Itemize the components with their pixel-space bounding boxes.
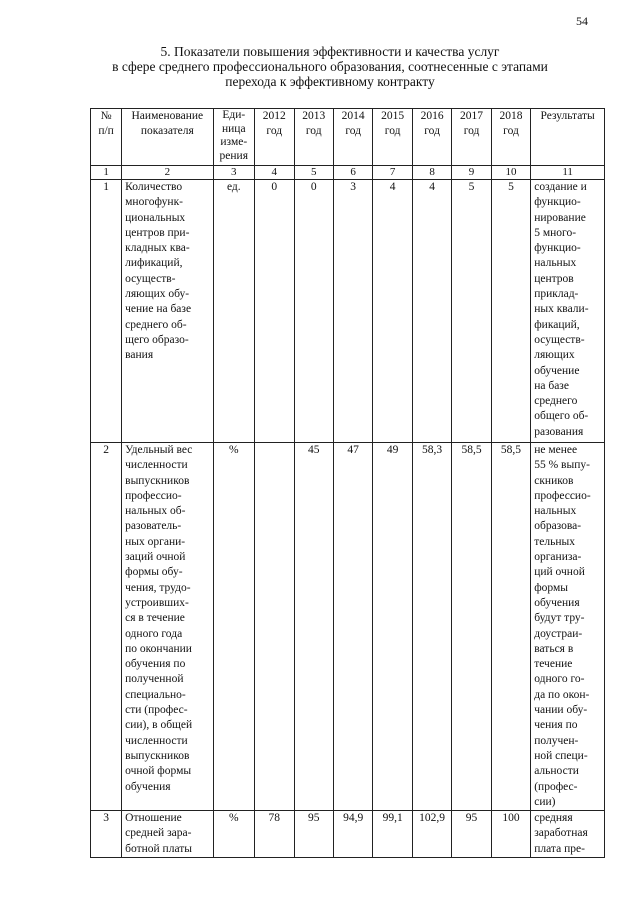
text-line: чения, трудо-	[125, 581, 191, 594]
text-line: нирование	[534, 211, 586, 224]
text-line: одного го-	[534, 673, 585, 686]
text-line: доустраи-	[534, 627, 583, 640]
text-line: плата пре-	[534, 842, 585, 855]
text-line: численности	[125, 459, 188, 472]
value-cell: 99,1	[373, 811, 412, 858]
header-results: Результаты	[531, 109, 605, 166]
text-line: будут тру-	[534, 612, 585, 625]
value-cell: 102,9	[412, 811, 451, 858]
text-line: циональных	[125, 211, 186, 224]
text-line: Количество	[125, 181, 183, 193]
text-line: вания	[125, 349, 154, 362]
header-year-2018: 2018 год	[491, 109, 530, 166]
column-number: 9	[452, 166, 491, 180]
text-line: среднего об-	[125, 318, 187, 331]
value-cell: 4	[412, 180, 451, 443]
text-line: центров при-	[125, 226, 190, 239]
text-line: формы	[534, 581, 568, 594]
text-line: среднего	[534, 395, 578, 408]
unit-cell: ед.	[213, 180, 255, 443]
text-line: Удельный вес	[125, 444, 193, 456]
text-line: организа-	[534, 551, 582, 564]
value-cell: 0	[255, 180, 294, 443]
header-name: Наименование показателя	[122, 109, 213, 166]
column-number: 2	[122, 166, 213, 180]
text-line: численности	[125, 734, 188, 747]
text-line: обучения	[534, 596, 580, 609]
value-cell: 78	[255, 811, 294, 858]
table-row	[91, 180, 605, 443]
row-number: 1	[91, 180, 122, 443]
text-line: течение	[534, 658, 573, 671]
text-line: нальных	[534, 257, 577, 270]
indicator-name	[122, 811, 213, 858]
text-line: чании обу-	[534, 704, 588, 717]
value-cell: 95	[294, 811, 333, 858]
title-line: перехода к эффективному контракту	[225, 74, 435, 89]
text-line: ной специ-	[534, 749, 588, 762]
text-line: разования	[534, 425, 584, 438]
value-cell	[255, 443, 294, 811]
column-number: 3	[213, 166, 255, 180]
title-line: 5. Показатели повышения эффективности и качества услуг	[160, 44, 500, 59]
header-unit: Еди- ница изме- рения	[213, 109, 255, 166]
text-line: кладных ква-	[125, 242, 190, 255]
value-cell: 100	[491, 811, 530, 858]
text-line: очной формы	[125, 765, 192, 778]
text-line: тельных	[534, 535, 575, 548]
text-line: Отношение	[125, 812, 182, 825]
text-line: нальных об-	[125, 505, 186, 518]
text-line: заработная	[534, 827, 588, 840]
text-line: ных органи-	[125, 535, 186, 548]
value-cell: 5	[491, 180, 530, 443]
text-line: сии), в общей	[125, 719, 193, 732]
indicator-name	[122, 443, 213, 811]
text-line: не менее	[534, 444, 578, 456]
value-cell: 5	[452, 180, 491, 443]
column-number: 1	[91, 166, 122, 180]
title-line: в сфере среднего профессионального образования, соотнесенные с этапами	[112, 59, 548, 74]
value-cell: 0	[294, 180, 333, 443]
value-cell: 95	[452, 811, 491, 858]
text-line: нальных	[534, 505, 577, 518]
column-numbers-row	[91, 166, 605, 180]
value-cell: 94,9	[333, 811, 372, 858]
column-number: 7	[373, 166, 412, 180]
text-line: ций очной	[534, 566, 585, 579]
text-line: заций очной	[125, 551, 186, 564]
text-line: обучения	[125, 780, 171, 793]
text-line: средняя	[534, 812, 573, 825]
text-line: специально-	[125, 688, 186, 701]
column-number: 4	[255, 166, 294, 180]
row-number: 2	[91, 443, 122, 811]
column-number: 11	[531, 166, 605, 180]
text-line: да по окон-	[534, 688, 590, 701]
text-line: образова-	[534, 520, 582, 533]
text-line: на базе	[534, 379, 569, 392]
table-header-row	[91, 109, 605, 166]
text-line: осуществ-	[125, 272, 176, 285]
text-line: сии)	[534, 795, 556, 808]
header-year-2012: 2012 год	[255, 109, 294, 166]
text-line: выпускников	[125, 474, 190, 487]
text-line: профессио-	[534, 489, 591, 502]
text-line: ных квали-	[534, 303, 589, 316]
result-cell	[531, 443, 605, 811]
text-line: ся в течение	[125, 612, 185, 625]
column-number: 10	[491, 166, 530, 180]
column-number: 5	[294, 166, 333, 180]
header-num: № п/п	[91, 109, 122, 166]
text-line: устроивших-	[125, 596, 189, 609]
text-line: обучение	[534, 364, 580, 377]
text-line: осуществ-	[534, 333, 585, 346]
text-line: скников	[534, 474, 574, 487]
text-line: щего образо-	[125, 333, 189, 346]
text-line: обучения по	[125, 658, 186, 671]
unit-cell: %	[213, 811, 255, 858]
table-row	[91, 811, 605, 858]
text-line: общего об-	[534, 410, 589, 423]
text-line: выпускников	[125, 749, 190, 762]
text-line: ваться в	[534, 642, 574, 655]
text-line: чение на базе	[125, 303, 192, 316]
header-year-2017: 2017 год	[452, 109, 491, 166]
text-line: средней зара-	[125, 827, 192, 840]
value-cell: 47	[333, 443, 372, 811]
text-line: лификаций,	[125, 257, 183, 270]
text-line: одного года	[125, 627, 183, 640]
text-line: ботной платы	[125, 842, 193, 855]
table-row	[91, 443, 605, 811]
text-line: ляющих обу-	[125, 288, 190, 301]
value-cell: 49	[373, 443, 412, 811]
header-year-2016: 2016 год	[412, 109, 451, 166]
value-cell: 3	[333, 180, 372, 443]
header-year-2014: 2014 год	[333, 109, 372, 166]
text-line: 55 % выпу-	[534, 459, 590, 472]
document-title	[70, 44, 590, 89]
text-line: профессио-	[125, 489, 182, 502]
value-cell: 45	[294, 443, 333, 811]
row-number: 3	[91, 811, 122, 858]
value-cell: 58,5	[452, 443, 491, 811]
text-line: чения по	[534, 719, 578, 732]
text-line: 5 много-	[534, 226, 577, 239]
text-line: создание и	[534, 181, 587, 193]
result-cell	[531, 811, 605, 858]
indicator-name	[122, 180, 213, 443]
text-line: полученной	[125, 673, 184, 686]
text-line: по окончании	[125, 642, 192, 655]
text-line: фикаций,	[534, 318, 580, 331]
text-line: (профес-	[534, 780, 578, 793]
column-number: 8	[412, 166, 451, 180]
indicators-table	[90, 108, 605, 858]
page-number: 54	[576, 14, 588, 28]
value-cell: 58,5	[491, 443, 530, 811]
value-cell: 4	[373, 180, 412, 443]
text-line: многофунк-	[125, 196, 183, 209]
text-line: формы обу-	[125, 566, 183, 579]
text-line: получен-	[534, 734, 579, 747]
text-line: альности	[534, 765, 579, 778]
value-cell: 58,3	[412, 443, 451, 811]
text-line: приклад-	[534, 288, 579, 301]
header-year-2015: 2015 год	[373, 109, 412, 166]
text-line: ляющих	[534, 349, 575, 362]
unit-cell: %	[213, 443, 255, 811]
text-line: разователь-	[125, 520, 182, 533]
header-year-2013: 2013 год	[294, 109, 333, 166]
column-number: 6	[333, 166, 372, 180]
text-line: функцио-	[534, 196, 581, 209]
text-line: функцио-	[534, 242, 581, 255]
text-line: центров	[534, 272, 574, 285]
result-cell	[531, 180, 605, 443]
text-line: сти (профес-	[125, 704, 188, 717]
